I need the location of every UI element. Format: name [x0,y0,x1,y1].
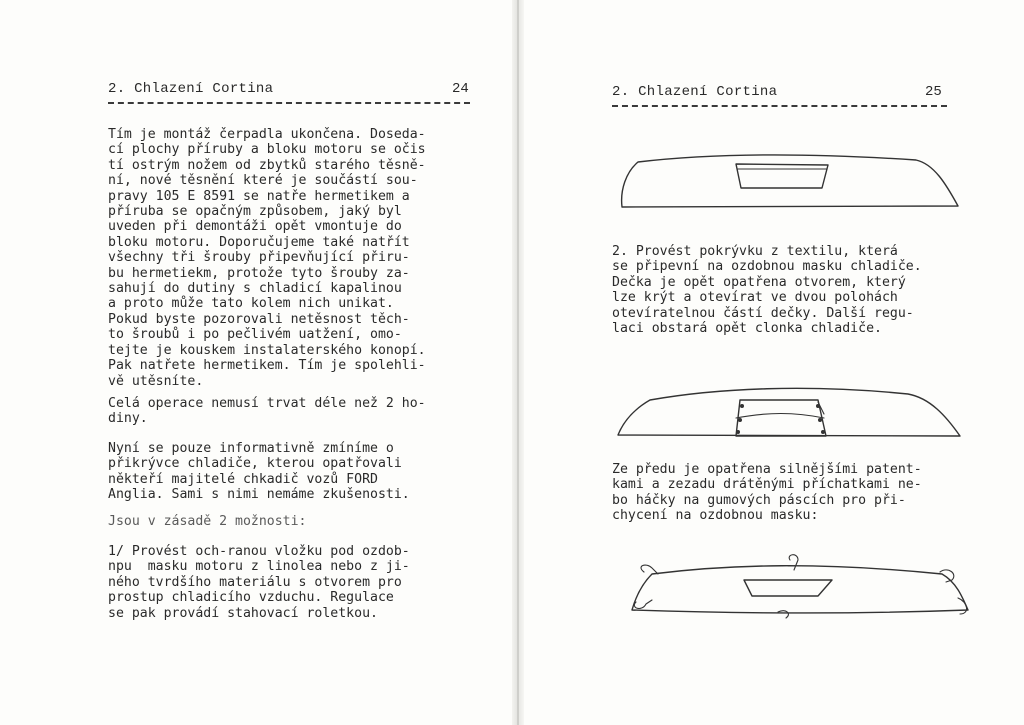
cover-outline [622,155,958,207]
gutter-line [517,0,519,725]
paragraph-option-two: 2. Provést pokrývku z textilu, která se připevní na ozdobnou masku chladiče. Dečka je opět opatřena otvorem, který lze krýt a otevírat ve dvou polohách otevíratelnou částí dečky. Další regu- laci obstará opět clonka chladiče. [612,244,922,337]
hook-left-top [641,565,658,574]
cover-opening [744,580,832,596]
hook-right-bottom [958,598,967,614]
header-rule [612,105,947,107]
hook-bottom [778,611,788,618]
right-page [524,0,1024,725]
paragraph-options: Jsou v zásadě 2 možnosti: [108,514,307,529]
snap-dot [821,430,825,434]
snap-dot [816,404,820,408]
paragraph-cover-intro: Nyní se pouze informativně zmíníme o přikrývce chladiče, kterou opatřovali někteří majitelé chkadič vozů FORD Anglia. Sami s nimi nemáme zkušenosti. [108,441,410,503]
flap-panel [736,400,826,436]
paragraph-assembly: Tím je montáž čerpadla ukončena. Doseda- cí plochy příruby a bloku motoru se očis tí ostrým nožem od zbytků starého těsně- ní, nové těsnění které je součástí sou- pravy 105 E 8591 se natře hermetikem a příruba se opačným způsobem, jaký byl uveden při demontáži opět vmontuje do bloku motoru. Doporučujeme také natřít všechny tři šrouby připevňující přiru- bu hermetiekm, protože tyto šrouby za- sahují do dutiny s chladicí kapalinou a proto může tato kolem nich unikat. Pokud byste pozorovali netěsnost těch- to šroubů i po pečlivém uatžení, omo- tejte je kouskem instalaterského konopí. Pak natřete hermetikem. Tím je spolehli- vě utěsníte. [108,127,426,389]
page-number: 24 [452,81,469,97]
hook-right-top [940,570,954,582]
paragraph-option-one: 1/ Provést och-ranou vložku pod ozdob- npu masku motoru z linolea nebo z ji- ného tvrdšího materiálu s otvorem pro prostup chladicího vzduchu. Regulace se pak provádí stahovací roletkou. [108,544,410,621]
running-header: 2. Chlazení Cortina [612,84,778,100]
cover-opening [736,164,828,188]
cover-with-hooks-sketch [622,552,974,620]
hook-left-bottom [634,600,652,608]
radiator-cover-sketch [616,150,966,212]
cover-outline [618,388,960,436]
paragraph-fastening: Ze předu je opatřena silnějšími patent- kami a zezadu drátěnými příchatkami ne- bo háčky na gumových páscích pro při- chycení na ozdobnou masku: [612,462,922,524]
cover-with-flap-sketch [618,380,964,444]
snap-dot [740,404,744,408]
header-rule [108,102,470,104]
snap-dot [818,418,822,422]
paragraph-duration: Celá operace nemusí trvat déle než 2 ho- diny. [108,396,426,427]
page-number: 25 [925,84,942,100]
cover-outline [632,566,968,613]
hook-top [788,555,802,570]
running-header: 2. Chlazení Cortina [108,81,274,97]
snap-dot [738,418,742,422]
flap-hinge [736,414,824,419]
snap-dot [736,430,740,434]
